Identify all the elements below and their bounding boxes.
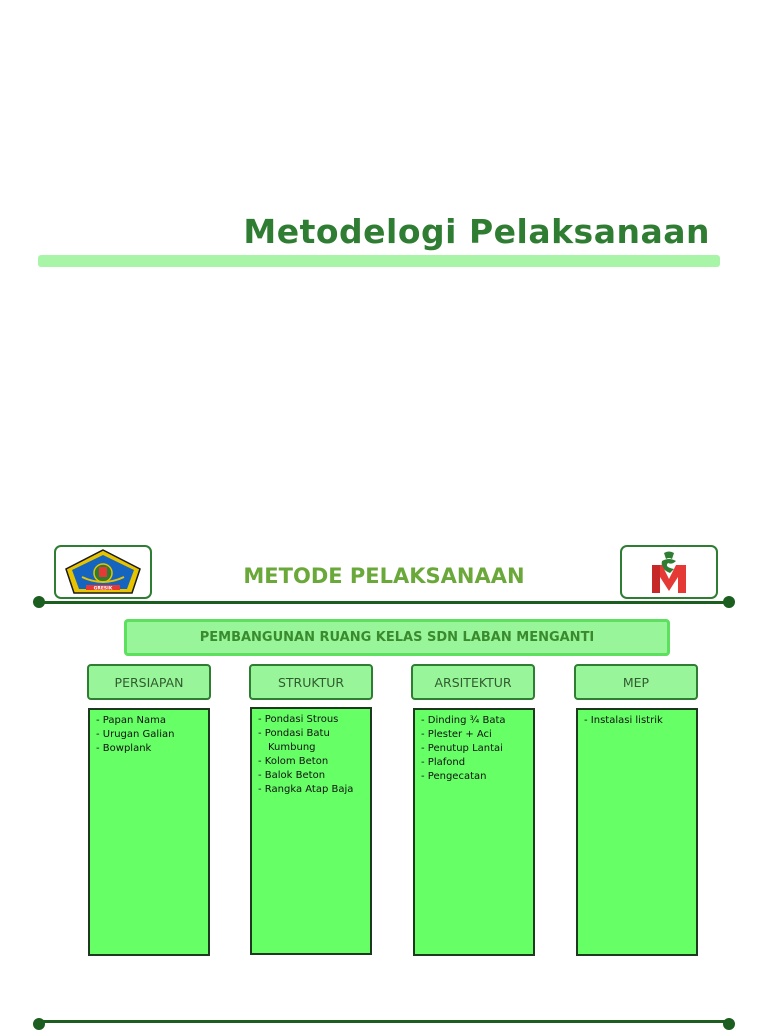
column-mep [576,708,698,956]
title-underline [38,255,720,267]
column-struktur [250,707,372,955]
list-item: Kumbung [268,742,316,753]
project-banner: PEMBANGUNAN RUANG KELAS SDN LABAN MENGANTI [124,619,670,656]
list-item: - Bowplank [96,743,152,754]
list-item: - Rangka Atap Baja [258,784,354,795]
svg-text:GRESIK: GRESIK [93,586,113,592]
category-header-arsitektur: ARSITEKTUR [411,664,535,700]
regency-emblem-icon [56,547,150,597]
list-item: - Plester + Aci [421,729,492,740]
column-arsitektur [413,708,535,956]
category-header-persiapan: PERSIAPAN [87,664,211,700]
column-persiapan [88,708,210,956]
list-item: - Instalasi listrik [584,715,663,726]
list-item: - Kolom Beton [258,756,329,767]
bottom-dot-right [723,1018,735,1030]
bottom-dot-left [33,1018,45,1030]
list-item: - Plafond [421,757,466,768]
list-item: - Urugan Galian [96,729,175,740]
list-item: - Pondasi Batu [258,728,330,739]
list-item: - Penutup Lantai [421,743,503,754]
list-item: - Pondasi Strous [258,714,339,725]
company-emblem-icon [622,547,716,597]
divider-dot-right [723,596,735,608]
list-item: - Pengecatan [421,771,487,782]
divider-dot-left [33,596,45,608]
category-header-mep: MEP [574,664,698,700]
list-item: - Balok Beton [258,770,326,781]
page-title: Metodelogi Pelaksanaan [243,212,710,251]
method-heading: METODE PELAKSANAAN [243,564,525,588]
company-logo [620,545,718,599]
list-item: - Papan Nama [96,715,166,726]
divider-line [38,601,730,604]
category-header-struktur: STRUKTUR [249,664,373,700]
list-item: - Dinding ¾ Bata [421,715,506,726]
regency-logo [54,545,152,599]
bottom-divider-line [38,1020,730,1023]
